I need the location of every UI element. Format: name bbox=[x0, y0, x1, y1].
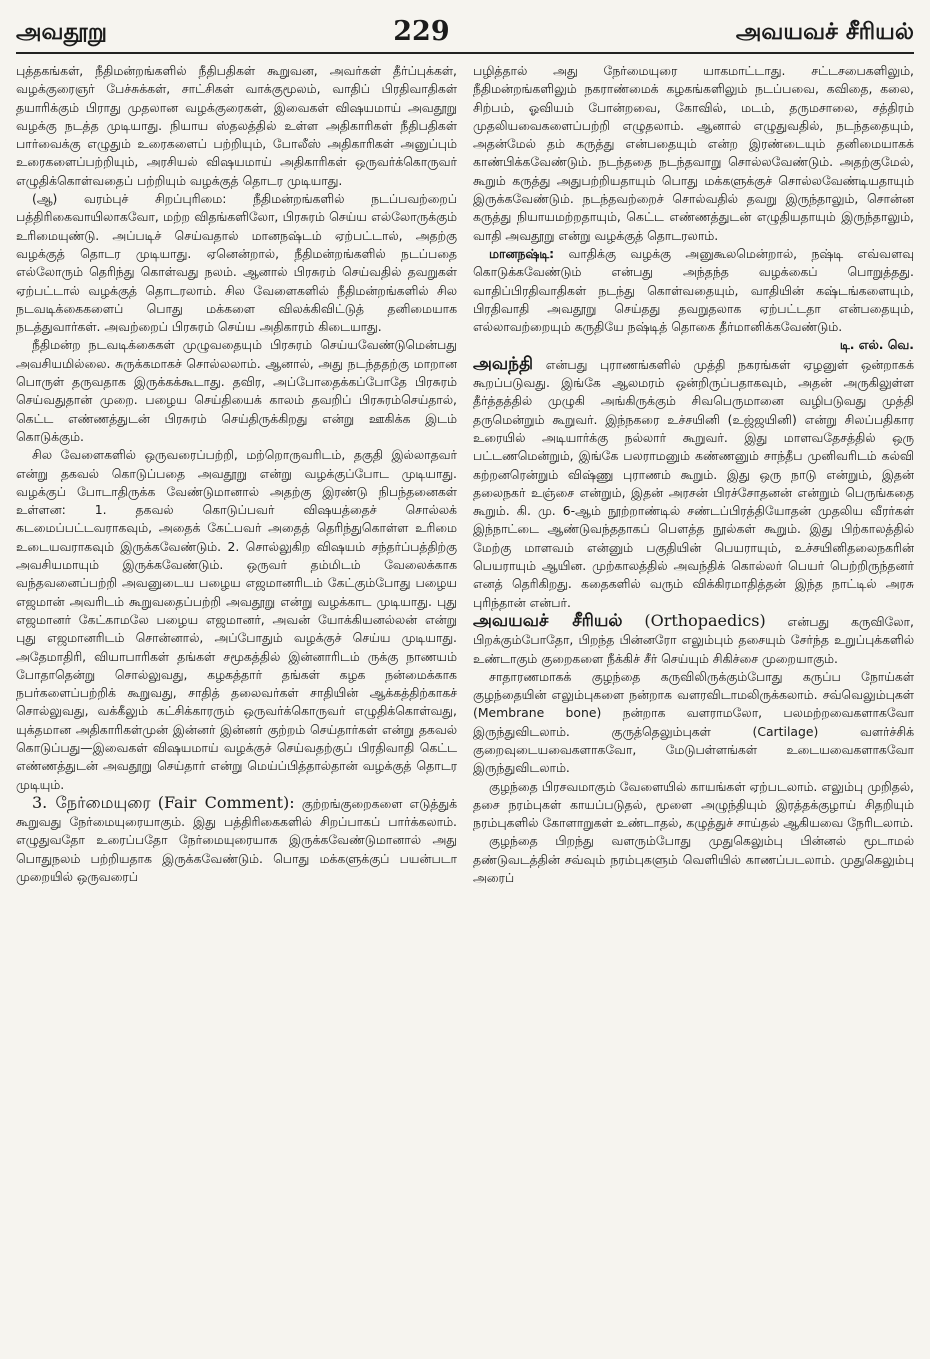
paragraph: புத்தகங்கள், நீதிமன்றங்களில் நீதிபதிகள் கூறுவன, அவர்கள் தீர்ப்புக்கள், வழக்குரைஞர் பேச்சுக்கள், சாட்சிகள் வாக்குமூலம், வாதிப் பிரதிவாதிகள் தயாரிக்கும் பிராது முதலான வழக்குரைகள், இவைகள் விஷயமாய் அவதூறு வழக்கு நடத்த முடியாது. நியாய ஸ்தலத்தில் உள்ள அதிகாரிகள் நீதிபதிகள் பார்வைக்கு எழுதும் உரைகளைப் பற்றியும், போலீஸ் அதிகாரிகள் அனுப்பும் உரைகளைப்பற்றியும், அரசியல் விஷயமாய் அதிகாரிகள் ஒருவர்க்கொருவர் எழுதிக்கொள்வதைப் பற்றியும் வழக்குத் தொடர முடியாது. bbox=[16, 63, 457, 188]
author-signature: டி. எல். வெ. bbox=[839, 337, 914, 353]
entry-heading-english: (Orthopaedics) bbox=[644, 610, 766, 630]
paragraph: சாதாரணமாகக் குழந்தை கருவிலிருக்கும்போது கருப்ப நோய்கள் குழந்தையின் எலும்புகளை நன்றாக வளரவிடாமலிருக்கலாம். சவ்வெலும்புகள் (Membrane bone) நன்றாக வளராமலோ, பலமற்றவைகளாகவோ இருந்துவிடலாம். குருத்தெலும்புகள் (Cartilage) வளர்ச்சிக் குறைவுடையவைகளாகவோ, மேடுபள்ளங்கள் உடையவைகளாகவோ இருந்துவிடலாம். bbox=[473, 668, 914, 776]
paragraph: (ஆ) வரம்புச் சிறப்புரிமை: நீதிமன்றங்களில் நடப்பவற்றைப் பத்திரிகைவாயிலாகவோ, மற்ற விதங்களிலோ, பிரசுரம் செய்ய எல்லோருக்கும் உரிமையுண்டு. அப்படிச் செய்வதால் மானநஷ்டம் ஏற்பட்டால், அதற்கு வழக்குத் தொடர முடியாது. ஏனென்றால், நீதிமன்றங்களில் நடப்பதை எல்லோரும் தெரிந்து கொள்வது நலம். ஆனால் பிரசுரம் செய்வதில் தவறுகள் ஏற்பட்டால் வழக்குத் தொடரலாம். சில வேளைகளில் நீதிமன்றங்களில் சில நடவடிக்கைகளைப் பொது மக்களை விலக்கிவிட்டுத் தனிமையாக நடத்துவார்கள். அவற்றைப் பிரசுரம் செய்ய அதிகாரம் கிடையாது. bbox=[16, 191, 457, 335]
paragraph: குழந்தை பிறந்து வளரும்போது முதுகெலும்பு பின்னல் மூடாமல் தண்டுவடத்தின் சவ்வும் நரம்புகளும் வெளியில் காணப்படலாம். முதுகெலும்பு அரைப் bbox=[473, 833, 914, 886]
two-column-body bbox=[16, 62, 914, 1358]
avanti-entry bbox=[473, 355, 914, 612]
paragraph: நீதிமன்ற நடவடிக்கைகள் முழுவதையும் பிரசுரம் செய்யவேண்டுமென்பது அவசியமில்லை. சுருக்கமாகச் சொல்லலாம். ஆனால், அது நடந்ததற்கு மாறான பொருள் தருவதாக இருக்கக்கூடாது. தவிர, அப்போதைக்கப்போதே பிரசுரம் செய்வதுதான் முறை. பழைய செய்தியைக் காலம் தவறிப் பிரசுரம்செய்தால், கெட்ட எண்ணத்துடன் பிரசுரம் செய்திருக்கிறது என்று ஊகிக்க இடம் கொடுக்கும். bbox=[16, 337, 457, 444]
subsection-heading: மானநஷ்டி: bbox=[489, 245, 555, 261]
paragraph-text: குற்றங்குறைகளை எடுத்துக் கூறுவது நேர்மையுரையாகும். இது பத்திரிகைகளில் சிறப்பாகப் பார்க்கலாம். எழுதுவதோ உரைப்பதோ நேர்மையுரையாக இருக்கவேண்டுமானால் அது பொதுநலம் பற்றியதாக இருக்கவேண்டும். பொது மக்களுக்குப் பயன்படா முறையில் ஒருவரைப் bbox=[16, 795, 457, 885]
section-heading-english: (Fair Comment): bbox=[157, 792, 295, 812]
entry-text: என்பது கருவிலோ, பிறக்கும்போதோ, பிறந்த பின்னரோ எலும்பும் தசையும் சேர்ந்த உறுப்புக்களில் உண்டாகும் குறைகளை நீக்கிச் சீர் செய்யும் சிகிச்சை முறையாகும். bbox=[473, 613, 914, 666]
right-column bbox=[473, 62, 914, 1358]
fair-comment-paragraph bbox=[16, 794, 457, 886]
section-heading: 3. நேர்மையுரை bbox=[32, 792, 151, 812]
paragraph: குழந்தை பிரசவமாகும் வேளையில் காயங்கள் ஏற்படலாம். எலும்பு முறிதல், தசை நரம்புகள் காயப்படுதல், மூளை அழுந்தியும் இரத்தக்குழாய் சிதறியும் நரம்புகளில் கோளாறுகள் உண்டாதல், கழுத்துச் சாய்தல் ஆகியவை நேரிடலாம். bbox=[473, 778, 914, 831]
paragraph: சில வேளைகளில் ஒருவரைப்பற்றி, மற்றொருவரிடம், தகுதி இல்லாதவர் என்று தகவல் கொடுப்பதை அவதூறு என்று வழக்குப்போட முடியாது. வழக்குப் போடாதிருக்க வேண்டுமானால் அதற்கு இரண்டு நிபந்தனைகள் உள்ளன: 1. தகவல் கொடுப்பவர் விஷயத்தைச் சொல்லக் கடமைப்பட்டவராகவும், அதைக் கேட்பவர் அதைத் தெரிந்துகொள்ள உரிமை உடையவராகவும் இருக்கவேண்டும். 2. சொல்லுகிற விஷயம் சந்தர்ப்பத்திற்கு அவசியமாயும் இருக்கவேண்டும். ஒருவர் தம்மிடம் வேலைக்காக வந்தவனைப்பற்றி அவனுடைய பழைய எஜமானரிடம் கேட்கும்போது பழைய எஜமான் அவரிடம் கூறுவதைப்பற்றி அவதூறு என்று வழக்காட முடியாது. புது எஜமானர் கேட்காமலே பழைய எஜமானர், அவன் யோக்கியனல்லன் என்று புது எஜமானரிடம் சொன்னால், அப்போதும் வழக்குச் செய்ய முடியாது. அதேமாதிரி, வியாபாரிகள் தங்கள் சமூகத்தில் இன்னாரிடம் ருக்கு நாணயம் போதாதென்று சொல்லுவது, கழகத்தார் தங்கள் கழக நன்மைக்காக நபர்களைப்பற்றிக் கூறுவது, சாதித் தலைவர்கள் சாதியின் ஆக்கத்திற்காகச் சொல்லுவது, வக்கீலும் கட்சிக்காரரும் ஒருவர்க்கொருவர் எழுதிக்கொள்வது, யுக்தமான அதிகாரிகள்முன் இன்னர் இன்னர் குற்றம் செய்தார்கள் என்று தகவல் கொடுப்பது—இவைகள் விஷயமாய் வழக்குச் செய்வதற்குப் பிரதிவாதி கெட்ட எண்ணத்துடன் அவதூறு செய்தார் என்று மெய்ப்பித்தால்தான் வழக்குத் தொடர முடியும். bbox=[16, 447, 457, 792]
running-head-left: அவதூறு bbox=[16, 19, 108, 45]
left-column bbox=[16, 62, 457, 1358]
entry-heading: அவயவச் சீரியல் bbox=[473, 610, 623, 631]
entry-heading: அவந்தி bbox=[473, 353, 533, 374]
page-header bbox=[16, 6, 914, 54]
paragraph: பழித்தால் அது நேர்மையுரை யாகமாட்டாது. சட்டசபைகளிலும், நீதிமன்றங்களிலும் நகராண்மைக் கழகங்களிலும் நடப்பவை, கவிதை, கலை, சிற்பம், ஓவியம் போன்றவை, கோவில், மடம், தருமசாலை, சத்திரம் முதலியவைகளைப்பற்றி எழுதலாம். ஆனால் எழுதுவதில், நடந்ததையும், அதன்மேல் தம் கருத்து என்பதையும் என்ற இரண்டையும் தனிமையாகக் காண்பிக்கவேண்டும். நடந்ததை நடந்தவாறு சொல்லவேண்டும். அதற்குமேல், கூறும் கருத்து அதுபற்றியதாயும் பொது மக்களுக்குச் சொல்லவேண்டியதாயும் இருக்கவேண்டும். நடந்தவற்றைச் சொல்வதில் தவறு இருந்தாலும், சொன்ன கருத்து நியாயமற்றதாயும், கெட்ட எண்ணத்துடன் எழுதியதாயும் இருந்தாலும், வாதி அவதூறு என்று வழக்குத் தொடரலாம். bbox=[473, 63, 914, 243]
paragraph-text: வாதிக்கு வழக்கு அனுகூலமென்றால், நஷ்டி எவ்வளவு கொடுக்கவேண்டும் என்பது அந்தந்த வழக்கைப் பொறுத்தது. வாதிப்பிரதிவாதிகள் நடந்து கொள்வதையும், வாதியின் கஷ்டங்களையும், பிரதிவாதி அவதூறு செய்தது தவறுதலாக ஏற்பட்டதா என்பதையும், எல்லாவற்றையும் கருதியே நஷ்டித் தொகை தீர்மானிக்கவேண்டும். bbox=[473, 245, 914, 335]
damages-paragraph bbox=[473, 245, 914, 355]
running-head-right: அவயவச் சீரியல் bbox=[735, 19, 914, 45]
entry-text: என்பது புராணங்களில் முத்தி நகரங்கள் ஏழனுள் ஒன்றாகக் கூறப்படுவது. இங்கே ஆலமரம் ஒன்றிருப்பதாகவும், அதன் அருகிலுள்ள தீர்த்தத்தில் முழுகி அங்கிருக்கும் சிவபெருமானை வழிபடுவது முத்தி தருமென்றும் கூறுவர். இந்நகரை உச்சயினி (உஜ்ஜயினி) என்று சிலப்பதிகார உரையில் அடியார்க்கு நல்லார் கூறுவர். இது மாளவதேசத்தில் ஒரு பட்டணமென்றும், இங்கே பலராமனும் கண்ணனும் சாந்தீப முனிவரிடம் கல்வி கற்றனரென்றும் விஷ்ணு புராணம் கூறும். இது ஒரு நாடு என்றும், இதன் தலைநகர் உஞ்சை என்றும், இதன் அரசன் பிரச்சோதனன் என்றும் பெருங்கதை கூறும். கி. மு. 6-ஆம் நூற்றாண்டில் சண்டப்பிரத்தியோதன் முதலிய வீரர்கள் இந்நாட்டை ஆண்டுவந்ததாகப் பௌத்த நூல்கள் கூறும். இது பிற்காலத்தில் மேற்கு மாளவம் என்னும் பகுதியின் பெயராயும், உச்சயினிதலைநகரின் பெயராயும் ஆயின. முற்காலத்தில் அவந்திக் கொல்லர் பெயர் பெற்றிருந்தனர் எனத் தெரிகிறது. கதைகளில் வரும் விக்கிரமாதித்தன் இந்த நாட்டில் அரசு புரிந்தான் என்பர். bbox=[473, 356, 914, 610]
page-number: 229 bbox=[393, 16, 450, 47]
orthopaedics-entry bbox=[473, 612, 914, 668]
